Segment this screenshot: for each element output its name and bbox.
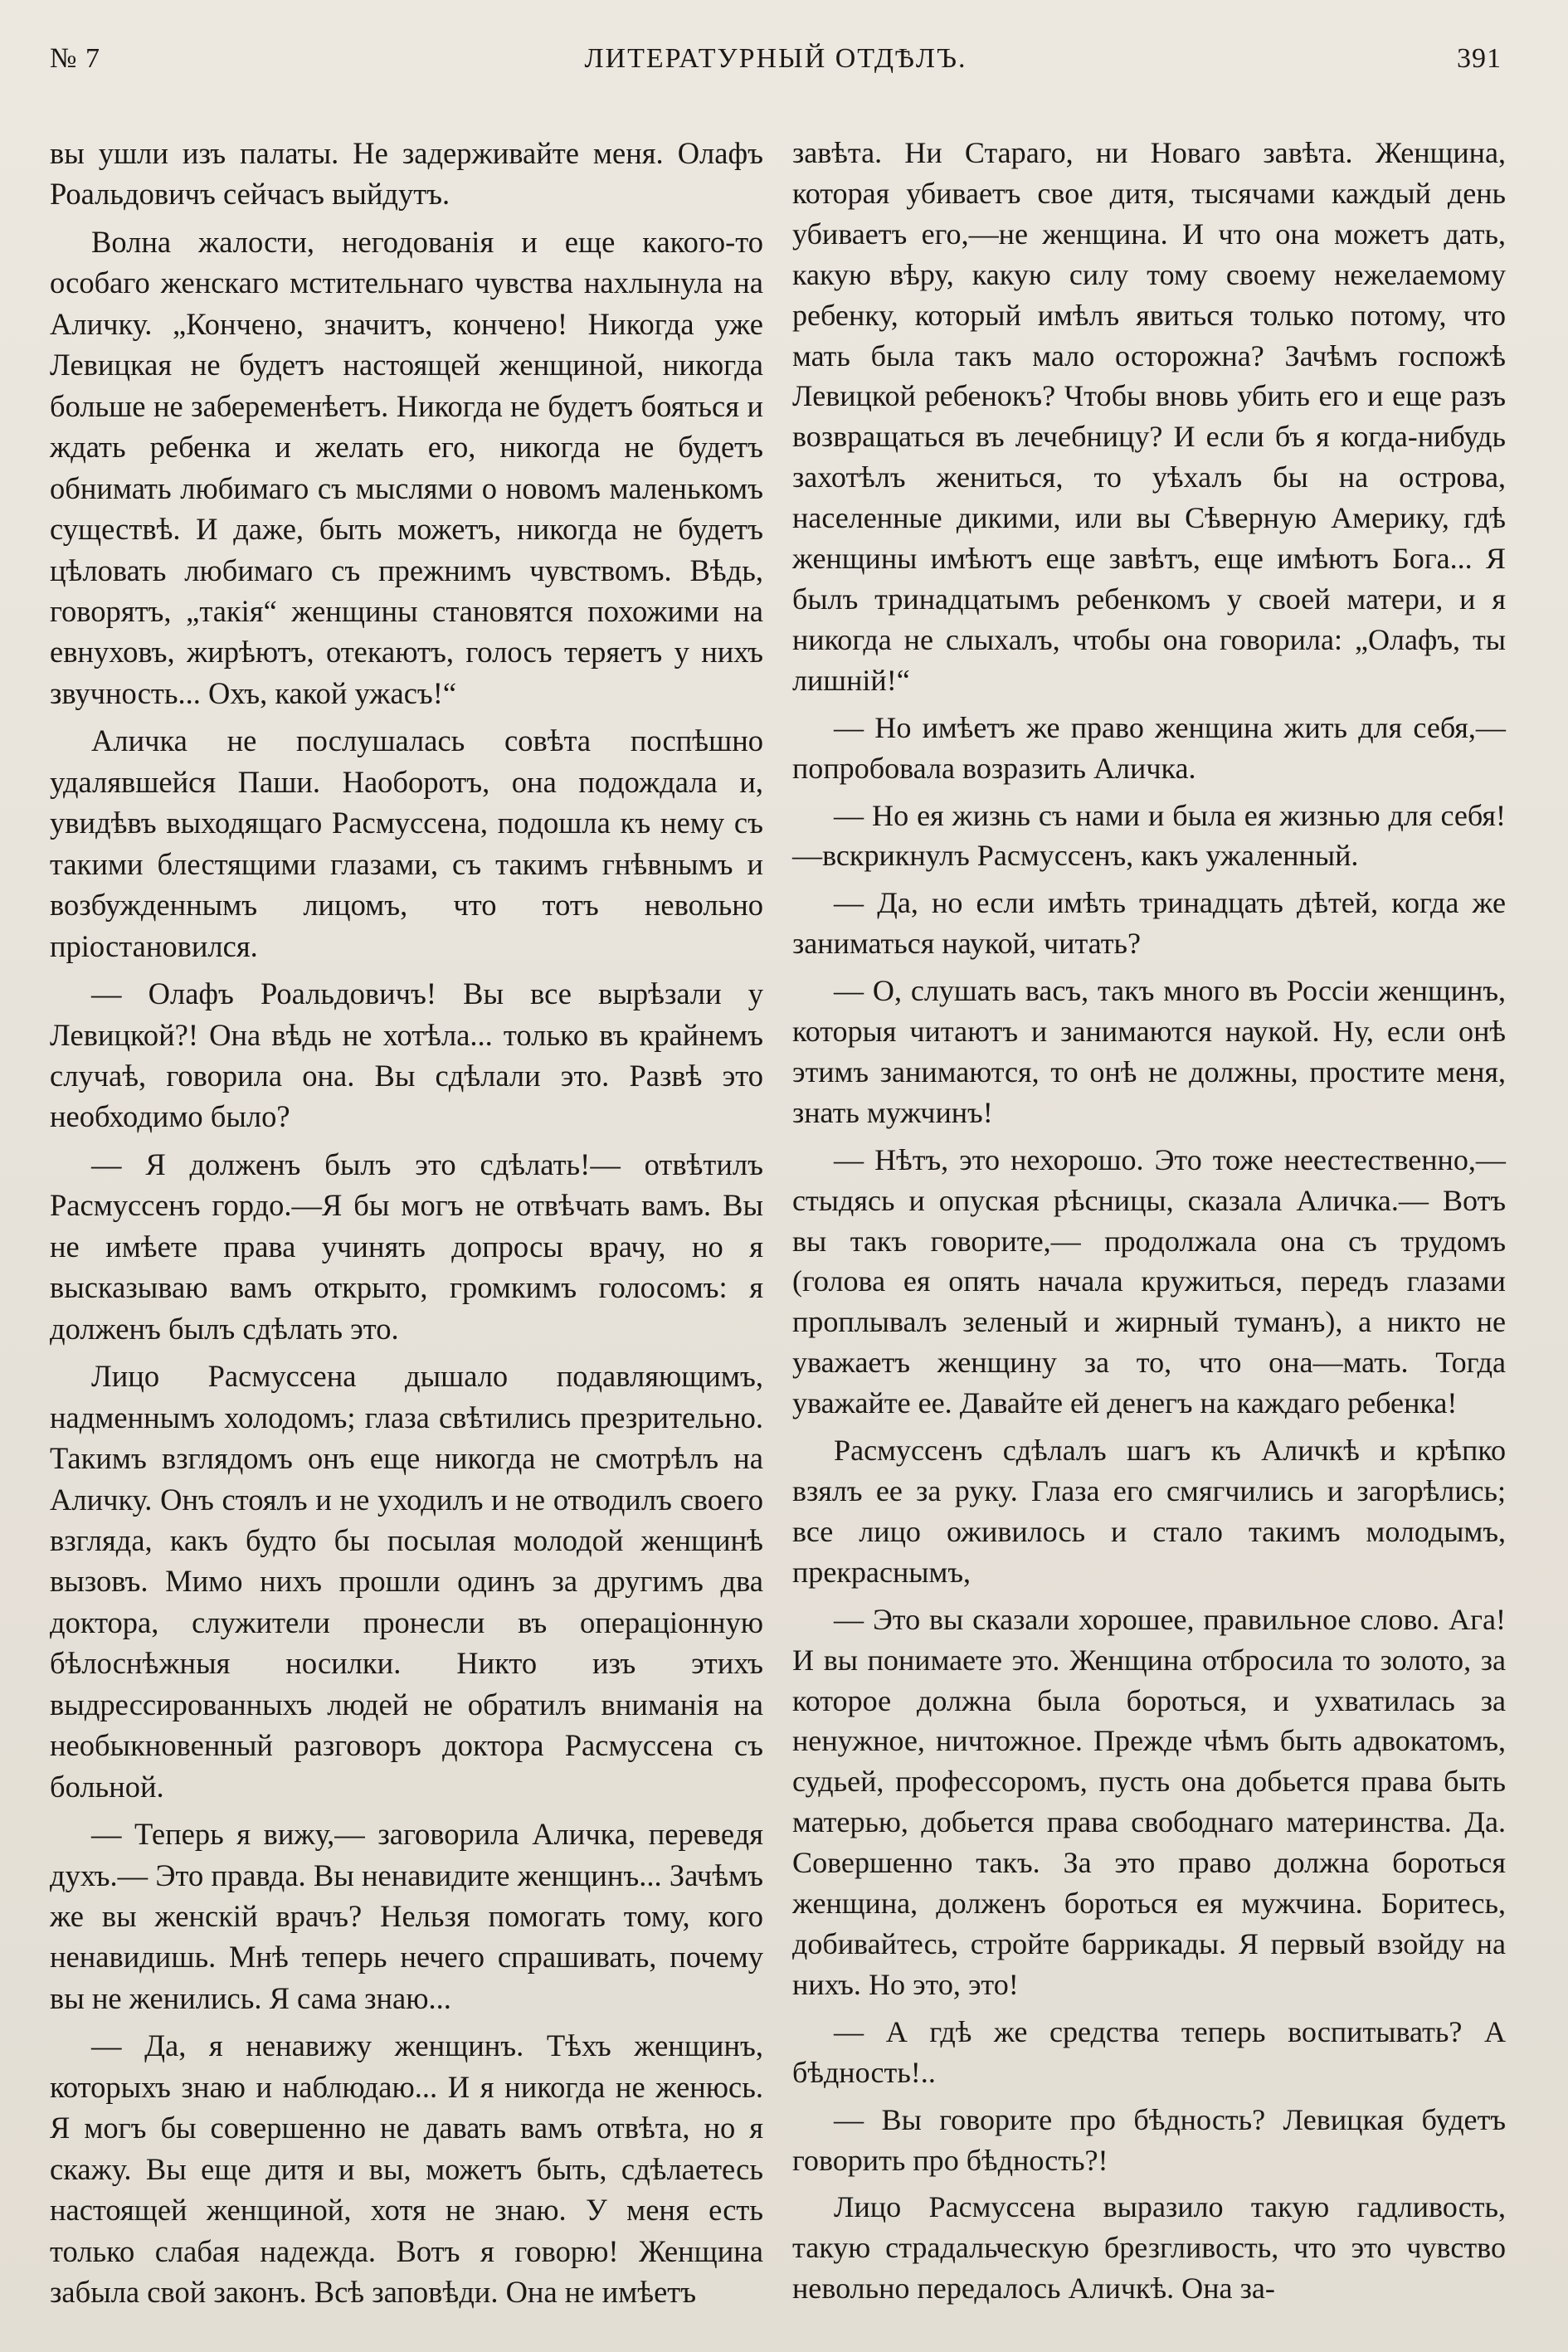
paragraph: — Да, но если имѣть тринадцать дѣтей, когда же заниматься наукой, читать? — [792, 886, 1506, 961]
page-header — [50, 43, 1502, 85]
left-column — [50, 133, 763, 2313]
paragraph: — Да, я ненавижу женщинъ. Тѣхъ женщинъ, которыхъ знаю и наблюдаю... И я никогда не женюсь. Я могъ бы совершенно не давать вамъ отвѣта, но я скажу. Вы еще дитя и вы, можетъ быть, сдѣлаетесь настоящей женщиной, хотя не знаю. У меня есть только слабая надежда. Вотъ я говорю! Женщина забыла свой законъ. Всѣ заповѣди. Она не имѣетъ — [50, 2028, 763, 2310]
right-column — [792, 133, 1506, 2309]
paragraph: — Вы говорите про бѣдность? Левицкая будетъ говорить про бѣдность?! — [792, 2102, 1506, 2177]
paragraph: Расмуссенъ сдѣлалъ шагъ къ Аличкѣ и крѣпко взялъ ее за руку. Глаза его смягчились и загорѣлись; все лицо оживилось и стало такимъ молодымъ, прекраснымъ, — [792, 1434, 1506, 1589]
paragraph: — Но ея жизнь съ нами и была ея жизнью для себя!—вскрикнулъ Расмуссенъ, какъ ужаленный. — [792, 798, 1506, 873]
paragraph: Лицо Расмуссена выразило такую гадливость, такую страдальческую брезгливость, что это чувство невольно передалось Аличкѣ. Она за- — [792, 2190, 1506, 2306]
issue-number: № 7 — [50, 43, 100, 74]
paragraph: завѣта. Ни Стараго, ни Новаго завѣта. Женщина, которая убиваетъ свое дитя, тысячами каждый день убиваетъ его,—не женщина. И что она можетъ дать, какую вѣру, какую силу тому своему нежелаемому ребенку, который имѣлъ явиться только потому, что мать была такъ мало осторожна? Зачѣмъ госпожѣ Левицкой ребенокъ? Чтобы вновь убить его и еще разъ возвращаться въ лечебницу? И если бъ я когда-нибудь захотѣлъ жениться, то уѣхалъ бы на острова, населенные дикими, или вы Сѣверную Америку, гдѣ женщины имѣютъ еще завѣтъ, еще имѣютъ Бога... Я былъ тринадцатымъ ребенкомъ у своей матери, и я никогда не слыхалъ, чтобы она говорила: „Олафъ, ты лишній!“ — [792, 136, 1506, 697]
paragraph: — А гдѣ же средства теперь воспитывать? А бѣдность!.. — [792, 2014, 1506, 2089]
page-number: 391 — [1457, 43, 1502, 74]
paragraph: — Это вы сказали хорошее, правильное слово. Ага! И вы понимаете это. Женщина отбросила то золото, за которое должна была бороться, и ухватилась за ненужное, ничтожное. Прежде чѣмъ быть адвокатомъ, судьей, профессоромъ, пусть она добьется права быть матерью, добьется права свободнаго материнства. Да. Совершенно такъ. За это право должна бороться женщина, долженъ бороться ея мужчина. Боритесь, добивайтесь, стройте баррикады. Я первый взойду на нихъ. Но это, это! — [792, 1602, 1506, 2001]
paragraph: — Теперь я вижу,— заговорила Аличка, переведя духъ.— Это правда. Вы ненавидите женщинъ... Зачѣмъ же вы женскій врачъ? Нельзя помогать тому, кого ненавидишь. Мнѣ теперь нечего спрашивать, почему вы не женились. Я сама знаю... — [50, 1817, 763, 2015]
paragraph: — О, слушать васъ, такъ много въ Россіи женщинъ, которыя читаютъ и занимаются наукой. Ну, если онѣ этимъ занимаются, то онѣ не должны, простите меня, знать мужчинъ! — [792, 974, 1506, 1129]
section-title: ЛИТЕРАТУРНЫЙ ОТДѢЛЪ. — [584, 43, 967, 74]
paragraph: Волна жалости, негодованія и еще какого-то особаго женскаго мстительнаго чувства нахлынула на Аличку. „Кончено, значитъ, кончено! Никогда уже Левицкая не будетъ настоящей женщиной, никогда больше не забеременѣетъ. Никогда не будетъ бояться и ждать ребенка и желать его, никогда не будетъ обнимать любимаго съ мыслями о новомъ маленькомъ существѣ. И даже, быть можетъ, никогда не будетъ цѣловать любимаго съ прежнимъ чувствомъ. Вѣдь, говорятъ, „такія“ женщины становятся похожими на евнуховъ, жирѣютъ, отекаютъ, голосъ теряетъ у нихъ звучность... Охъ, какой ужасъ!“ — [50, 224, 763, 710]
paragraph: — Нѣтъ, это нехорошо. Это тоже неестественно,— стыдясь и опуская рѣсницы, сказала Аличка.— Вотъ вы такъ говорите,— продолжала она съ трудомъ (голова ея опять начала кружиться, передъ глазами проплывалъ зеленый и жирный туманъ), а никто не уважаетъ женщину за то, что она—мать. Тогда уважайте ее. Давайте ей денегъ на каждаго ребенка! — [792, 1142, 1506, 1420]
paragraph: — Я долженъ былъ это сдѣлать!— отвѣтилъ Расмуссенъ гордо.—Я бы могъ не отвѣчать вамъ. Вы не имѣете права учинять допросы врачу, но я высказываю вамъ открыто, громкимъ голосомъ: я долженъ былъ сдѣлать это. — [50, 1147, 763, 1346]
paragraph: Лицо Расмуссена дышало подавляющимъ, надменнымъ холодомъ; глаза свѣтились презрительно. Такимъ взглядомъ онъ еще никогда не смотрѣлъ на Аличку. Онъ стоялъ и не уходилъ и не отводилъ своего взгляда, какъ будто бы посылая молодой женщинѣ вызовъ. Мимо нихъ прошли одинъ за другимъ два доктора, служители пронесли въ операціонную бѣлоснѣжныя носилки. Никто изъ этихъ выдрессированныхъ людей не обратилъ вниманія на необыкновенный разговоръ доктора Расмуссена съ больной. — [50, 1359, 763, 1804]
paragraph: — Но имѣетъ же право женщина жить для себя,—попробовала возразить Аличка. — [792, 710, 1506, 785]
paragraph: Аличка не послушалась совѣта поспѣшно удалявшейся Паши. Наоборотъ, она подождала и, увидѣвъ выходящаго Расмуссена, подошла къ нему съ такими блестящими глазами, съ такимъ гнѣвнымъ и возбужденнымъ лицомъ, что тотъ невольно пріостановился. — [50, 723, 763, 963]
paragraph: — Олафъ Роальдовичъ! Вы все вырѣзали у Левицкой?! Она вѣдь не хотѣла... только въ крайнемъ случаѣ, говорила она. Вы сдѣлали это. Развѣ это необходимо было? — [50, 976, 763, 1134]
paragraph: вы ушли изъ палаты. Не задерживайте меня. Олафъ Роальдовичъ сейчасъ выйдутъ. — [50, 136, 763, 212]
